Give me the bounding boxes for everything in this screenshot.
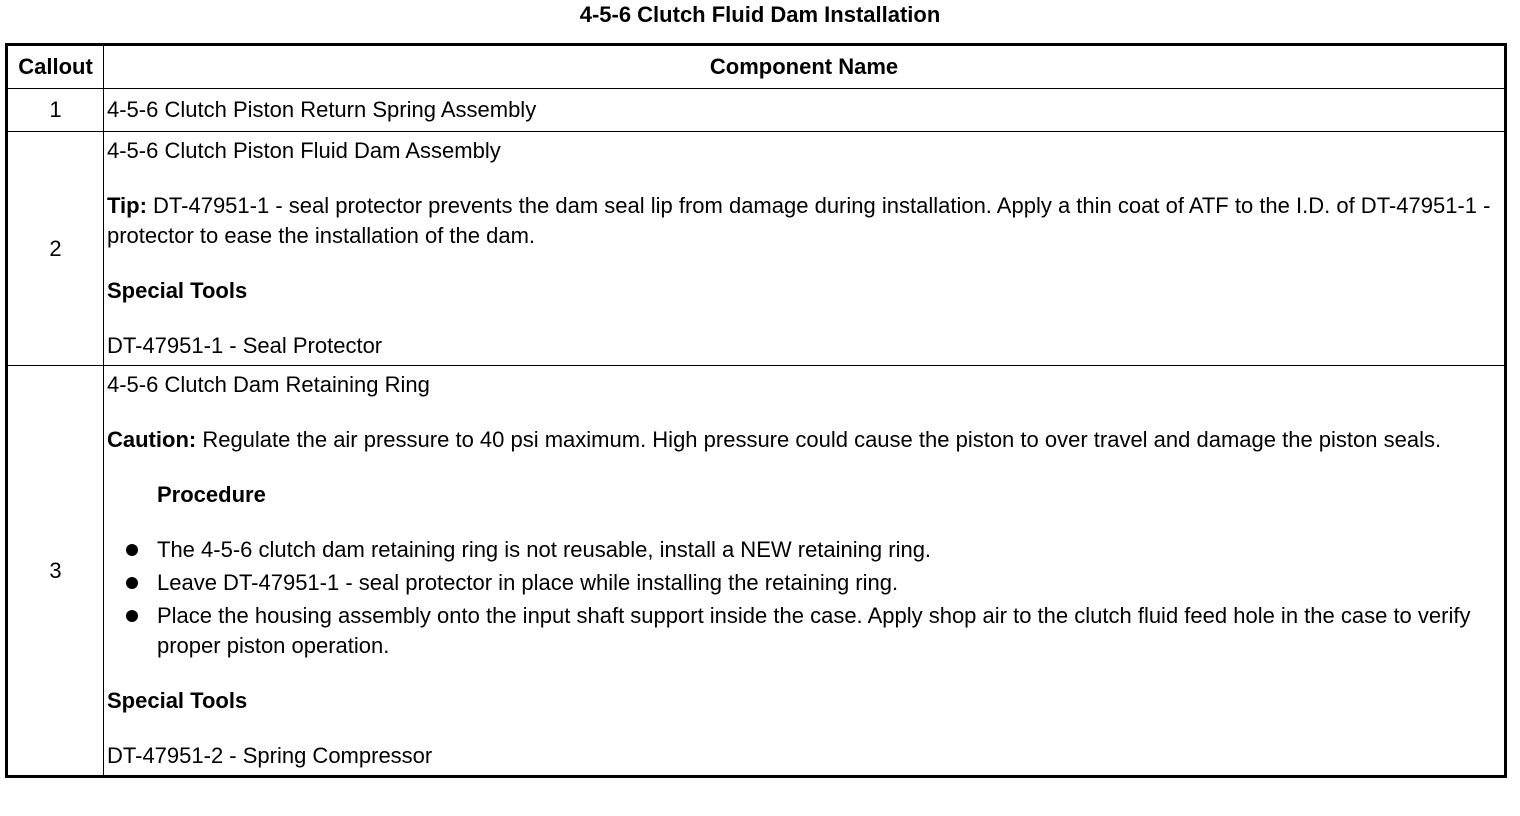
special-tool-item: DT-47951-1 - Seal Protector <box>107 333 383 358</box>
tip-text: DT-47951-1 - seal protector prevents the dam seal lip from damage during installation. Apply a thin coat of ATF to the I.D. of DT-47951-1 - protector to ease the installation of the dam. <box>107 193 1491 248</box>
table-header-row <box>7 45 1506 89</box>
tip-label: Tip: <box>107 193 147 218</box>
component-name <box>104 366 1506 777</box>
tip-note <box>107 191 1500 251</box>
callout-header: Callout <box>7 45 104 89</box>
procedure-heading: Procedure <box>157 482 266 507</box>
component-title: 4-5-6 Clutch Piston Fluid Dam Assembly <box>107 138 501 163</box>
component-table <box>5 43 1507 778</box>
special-tools-heading: Special Tools <box>107 278 248 303</box>
table-row <box>7 89 1506 132</box>
table-row <box>7 132 1506 366</box>
procedure-step: Leave DT-47951-1 - seal protector in place while installing the retaining ring. <box>107 568 1500 598</box>
component-title: 4-5-6 Clutch Dam Retaining Ring <box>107 372 430 397</box>
component-name <box>104 89 1506 132</box>
special-tool-item: DT-47951-2 - Spring Compressor <box>107 743 433 768</box>
procedure-step: The 4-5-6 clutch dam retaining ring is not reusable, install a NEW retaining ring. <box>107 535 1500 565</box>
component-name-header: Component Name <box>104 45 1506 89</box>
procedure-list <box>107 535 1500 661</box>
component-name <box>104 132 1506 366</box>
caution-label: Caution: <box>107 427 197 452</box>
document-title: 4-5-6 Clutch Fluid Dam Installation <box>579 2 941 27</box>
callout-number: 3 <box>7 366 104 777</box>
table-row <box>7 366 1506 777</box>
special-tools-heading: Special Tools <box>107 688 248 713</box>
callout-number: 2 <box>7 132 104 366</box>
component-title: 4-5-6 Clutch Piston Return Spring Assembly <box>107 97 537 122</box>
callout-number: 1 <box>7 89 104 132</box>
caution-note <box>107 425 1500 455</box>
caution-text: Regulate the air pressure to 40 psi maximum. High pressure could cause the piston to over travel and damage the piston seals. <box>196 427 1442 452</box>
procedure-step: Place the housing assembly onto the input shaft support inside the case. Apply shop air to the clutch fluid feed hole in the case to verify proper piston operation. <box>107 601 1500 661</box>
